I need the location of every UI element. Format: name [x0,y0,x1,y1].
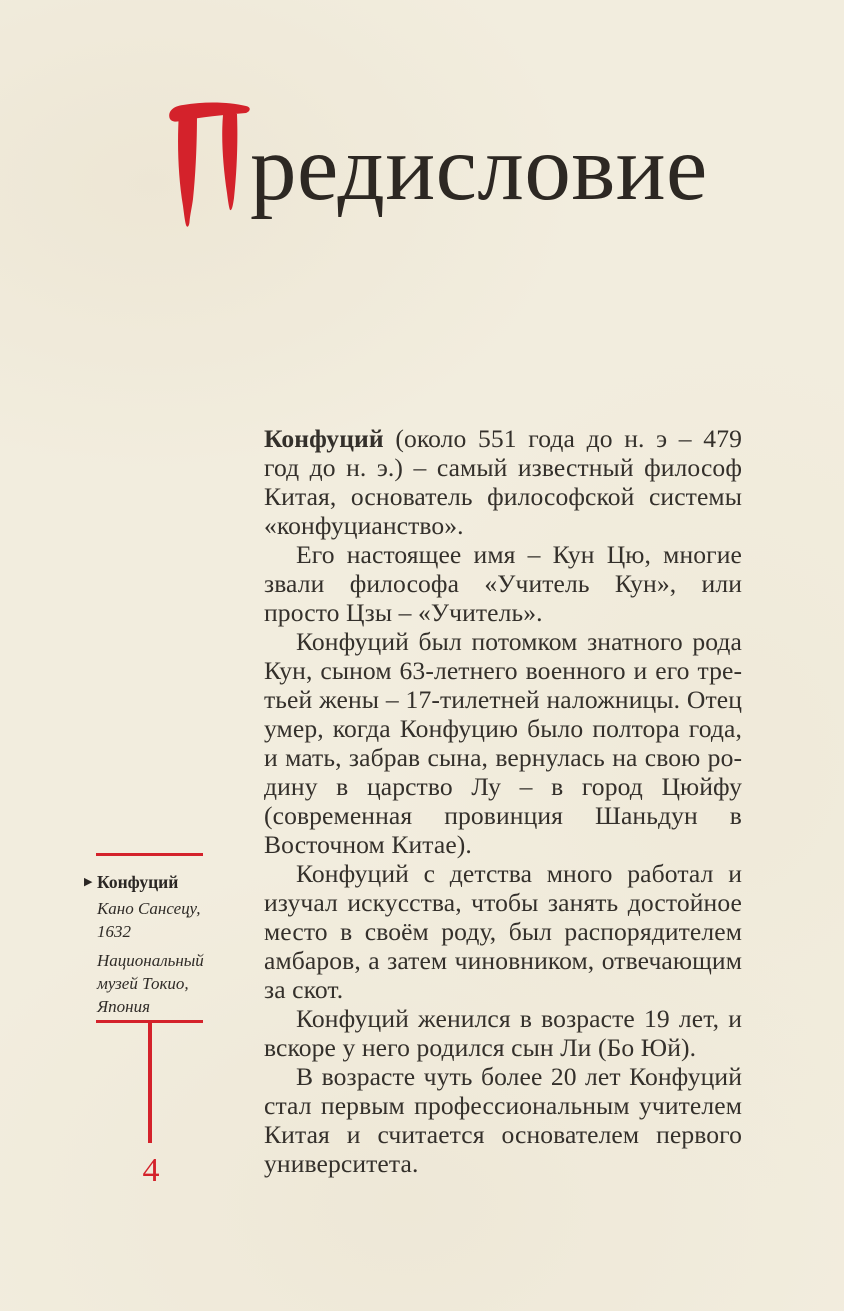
chapter-heading [166,98,766,233]
caption-connector-line [148,1023,152,1143]
brush-initial-p-icon [166,98,252,228]
paragraph-text: Конфуций с детства много работал и изучал искусства, чтобы занять достойное место в своём роду, был распорядителем амбаров, а затем чиновником, отвечающим за скот. [264,859,742,1004]
paragraph-text: В возрасте чуть более 20 лет Конфуций стал первым профессиональным учителем Китая и считается основателем первого университета. [264,1062,742,1178]
caption-location: Национальный музей Токио, Япония [97,951,204,1016]
paragraph [264,540,742,627]
body-text [264,424,742,1178]
paragraph [264,627,742,859]
paragraph-text: (около 551 года до н. э – 479 год до н. э.) – самый известный философ Китая, основатель философской системы «конфуцианство». [264,424,742,540]
caption-credit: Кано Сансецу, 1632 [97,899,201,941]
paragraph [264,859,742,1004]
triangle-marker-icon: ▶ [84,875,93,888]
paragraph [264,1004,742,1062]
page-number: 4 [142,1152,160,1189]
caption-title-row [84,871,210,893]
paragraph-text: Конфуций был потомком знатного рода Кун, сыном 63-летнего военного и его третьей жены – 17-тилетней наложницы. Отец умер, когда Конфуцию было полтора года, и мать, забрав сына, вернулась на свою родину в царство Лу – в город Цюйфу (современная провинция Шаньдун в Восточном Китае). [264,627,742,859]
paragraph-text: Конфуций женился в возрасте 19 лет, и вскоре у него родился сын Ли (Бо Юй). [264,1004,742,1062]
heading-text: редисловие [250,117,708,220]
paragraph-lead: Конфуций [264,424,384,453]
paragraph [264,424,742,540]
paragraph [264,1062,742,1178]
caption-title: Конфуций [97,872,179,892]
paragraph-text: Его настоящее имя – Кун Цю, многие звали философа «Учитель Кун», или просто Цзы – «Учитель». [264,540,742,627]
caption-rule-top [96,853,203,856]
